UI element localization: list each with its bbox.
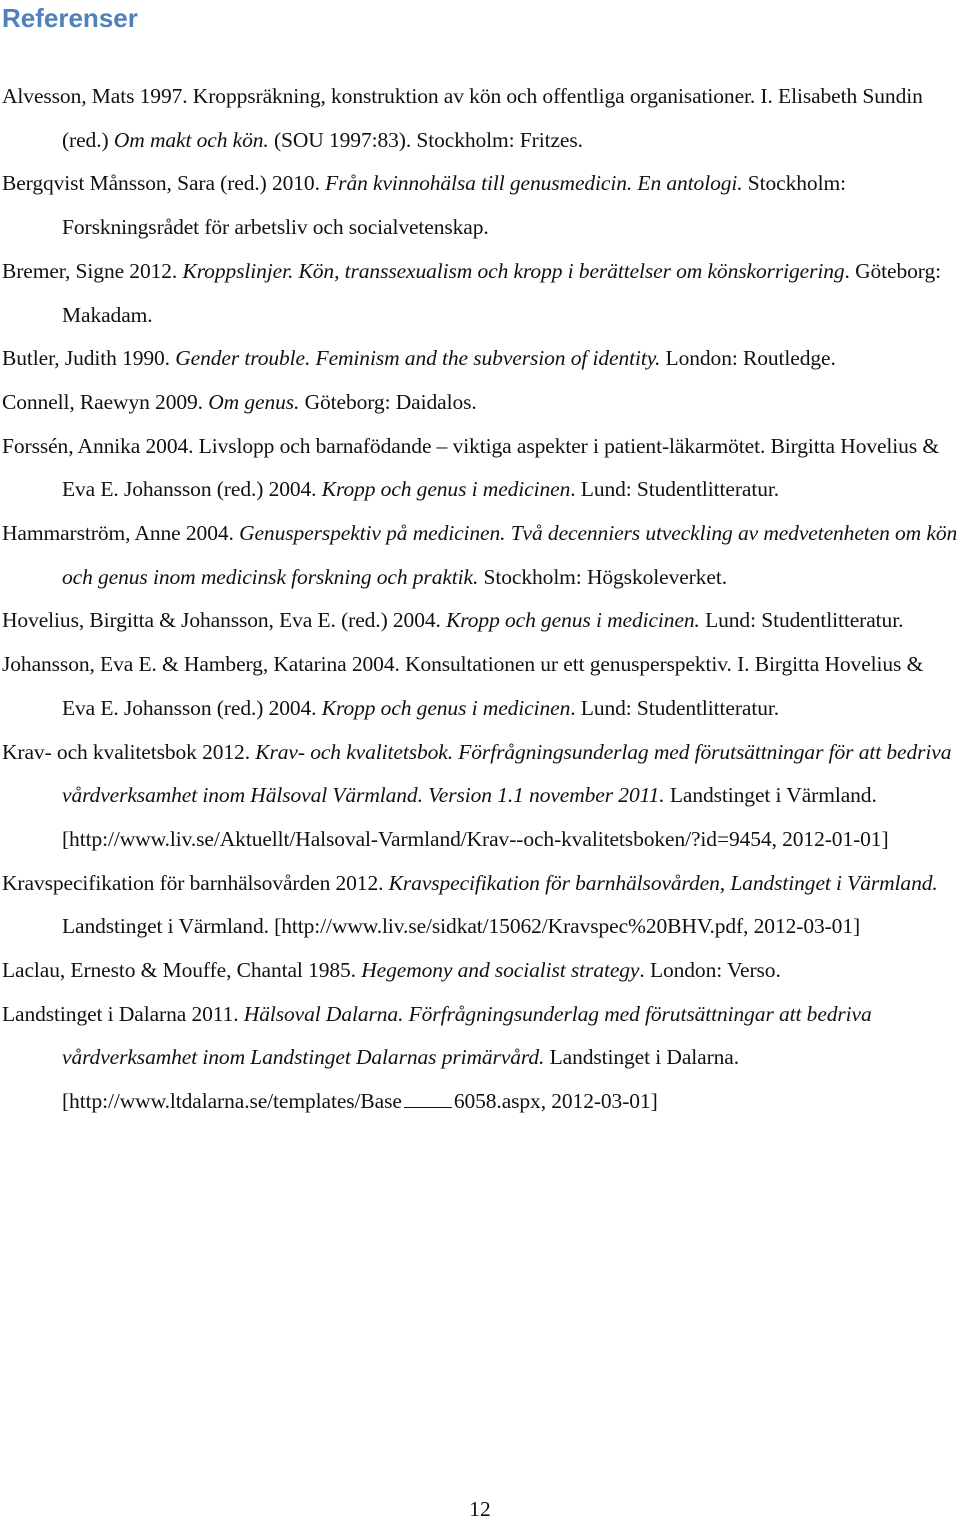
- reference-title: Kravspecifikation för barnhälsovården, Landstinget i Värmland.: [388, 870, 938, 895]
- reference-text: Forssén, Annika 2004. Livslopp och barnafödande – viktiga aspekter i patient-läkarmötet. Birgitta Hovelius & Eva E. Johansson (red.) 2004.: [2, 433, 939, 502]
- reference-text: . Göteborg: Makadam.: [62, 258, 941, 327]
- reference-text: Kravspecifikation för barnhälsovården 2012.: [2, 870, 389, 895]
- reference-item: [2, 162, 960, 249]
- reference-text: Landstinget i Värmland. [http://www.liv.se/Aktuellt/Halsoval-Varmland/Krav--och-kvalitetsboken/?id=9454, 2012-01-01]: [62, 783, 889, 851]
- reference-text: . Lund: Studentlitteratur.: [570, 477, 780, 502]
- page-number: 12: [469, 1497, 491, 1521]
- reference-title: Genusperspektiv på medicinen. Två decenniers utveckling av medvetenheten om kön och genus inom medicinsk forskning och praktik.: [62, 521, 958, 589]
- reference-item: [2, 599, 960, 643]
- reference-text: London: Routledge.: [660, 346, 836, 371]
- reference-text: Stockholm: Forskningsrådet för arbetsliv och socialvetenskap.: [62, 171, 846, 240]
- reference-text: Göteborg: Daidalos.: [299, 389, 477, 414]
- reference-text: Landstinget i Dalarna 2011.: [2, 1001, 244, 1026]
- reference-title: Gender trouble. Feminism and the subversion of identity.: [175, 346, 661, 371]
- reference-text: Johansson, Eva E. & Hamberg, Katarina 2004. Konsultationen ur ett genusperspektiv. I. Birgitta Hovelius & Eva E. Johansson (red.) 2004.: [2, 652, 924, 720]
- reference-text: Hovelius, Birgitta & Johansson, Eva E. (red.) 2004.: [2, 608, 447, 633]
- reference-title: Hälsoval Dalarna. Förfrågningsunderlag med förutsättningar att bedriva vårdverksamhet inom Landstinget Dalarnas primärvård.: [62, 1001, 872, 1070]
- reference-text: Landstinget i Dalarna. [http://www.ltdalarna.se/templates/Base: [62, 1045, 740, 1114]
- page-heading: Referenser: [2, 3, 138, 33]
- reference-item: [2, 512, 960, 599]
- reference-item: [2, 337, 960, 381]
- reference-title: Om genus.: [208, 389, 300, 414]
- reference-text: Butler, Judith 1990.: [2, 346, 176, 371]
- reference-list: [2, 75, 960, 1124]
- reference-title: Hegemony and socialist strategy: [361, 958, 640, 983]
- reference-item: [2, 425, 960, 512]
- reference-text: Stockholm: Högskoleverket.: [478, 564, 727, 589]
- reference-item: [2, 643, 960, 730]
- reference-item: [2, 993, 960, 1124]
- reference-title: Från kvinnohälsa till genusmedicin. En antologi.: [325, 171, 743, 196]
- reference-text: Bremer, Signe 2012.: [2, 258, 183, 283]
- reference-title: Kropp och genus i medicinen: [321, 695, 571, 720]
- reference-text: Alvesson, Mats 1997. Kroppsräkning, konstruktion av kön och offentliga organisationer. I. Elisabeth Sundin (red.): [2, 84, 923, 152]
- reference-item: [2, 250, 960, 337]
- reference-title: Kroppslinjer. Kön, transsexualism och kropp i berättelser om könskorrigering: [182, 258, 845, 283]
- reference-text: Lund: Studentlitteratur.: [699, 608, 904, 633]
- reference-item: [2, 381, 960, 425]
- reference-title: Krav- och kvalitetsbok. Förfrågningsunderlag med förutsättningar för att bedriva vårdverksamhet inom Hälsoval Värmland. Version 1.1 november 2011.: [62, 739, 952, 808]
- reference-text: Laclau, Ernesto & Mouffe, Chantal 1985.: [2, 958, 362, 983]
- reference-text: Krav- och kvalitetsbok 2012.: [2, 739, 256, 764]
- reference-title: Kropp och genus i medicinen: [321, 477, 571, 502]
- reference-text: (SOU 1997:83). Stockholm: Fritzes.: [268, 127, 583, 152]
- reference-item: [2, 949, 960, 993]
- reference-item: [2, 75, 960, 162]
- reference-title: Kropp och genus i medicinen.: [446, 608, 700, 633]
- reference-text: Bergqvist Månsson, Sara (red.) 2010.: [2, 171, 326, 196]
- reference-title: Om makt och kön.: [113, 127, 269, 152]
- reference-item: [2, 731, 960, 862]
- reference-item: [2, 862, 960, 949]
- reference-text: . London: Verso.: [639, 958, 781, 983]
- underscore-gap: [404, 1093, 452, 1108]
- reference-text: Hammarström, Anne 2004.: [2, 521, 240, 546]
- reference-text: Connell, Raewyn 2009.: [2, 389, 209, 414]
- reference-text: . Lund: Studentlitteratur.: [570, 695, 780, 720]
- reference-text: 6058.aspx, 2012-03-01]: [453, 1089, 658, 1114]
- reference-text: Landstinget i Värmland. [http://www.liv.se/sidkat/15062/Kravspec%20BHV.pdf, 2012-03-01]: [62, 914, 861, 939]
